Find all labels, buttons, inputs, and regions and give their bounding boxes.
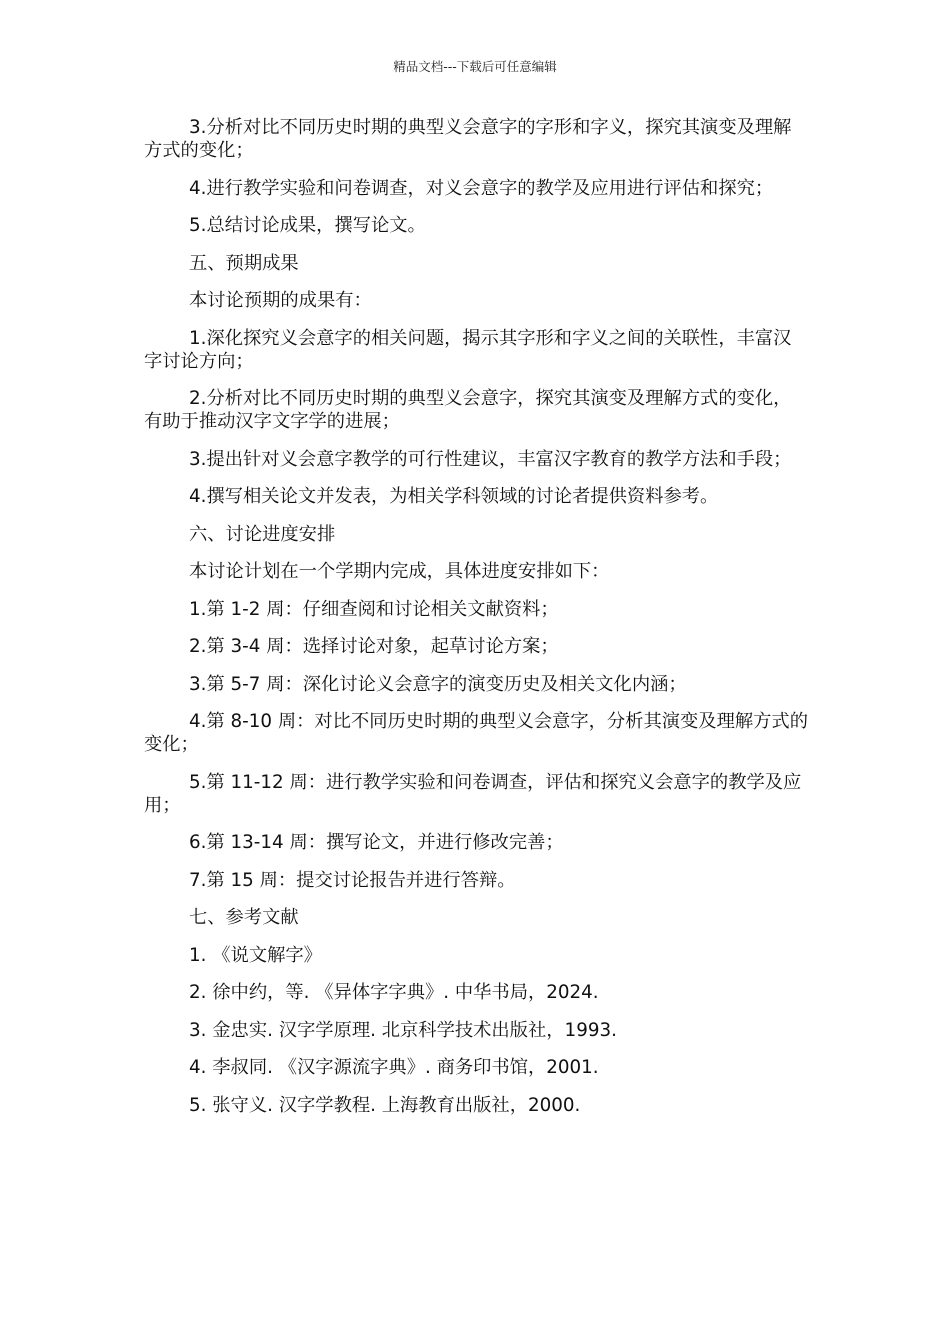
paragraph: 3.分析对比不同历史时期的典型义会意字的字形和字义，探究其演变及理解方式的变化； (144, 117, 792, 161)
paragraph: 5.第 11-12 周：进行教学实验和问卷调查，评估和探究义会意字的教学及应用； (144, 771, 802, 816)
paragraph: 2.分析对比不同历史时期的典型义会意字，探究其演变及理解方式的变化，有助于推动汉字文字学的进展； (144, 388, 792, 432)
paragraph: 1.第 1-2 周：仔细查阅和讨论相关文献资料； (189, 598, 559, 620)
paragraph: 3.第 5-7 周：深化讨论义会意字的演变历史及相关文化内涵； (189, 673, 687, 695)
paragraph: 3.提出针对义会意字教学的可行性建议，丰富汉字教育的教学方法和手段； (189, 448, 792, 470)
paragraph: 六、讨论进度安排 (189, 523, 336, 545)
paragraph: 4.进行教学实验和问卷调查，对义会意字的教学及应用进行评估和探究； (189, 177, 774, 199)
paragraph: 4.撰写相关论文并发表，为相关学科领域的讨论者提供资料参考。 (189, 486, 719, 507)
paragraph: 2. 徐中约，等. 《异体字字典》. 中华书局，2024. (189, 982, 599, 1003)
paragraph: 4. 李叔同. 《汉字源流字典》. 商务印书馆，2001. (189, 1057, 599, 1078)
paragraph: 七、参考文献 (189, 907, 299, 928)
page-header: 精品文档---下载后可任意编辑 (393, 59, 557, 74)
paragraph: 5. 张守义. 汉字学教程. 上海教育出版社，2000. (189, 1094, 581, 1116)
paragraph: 5.总结讨论成果，撰写论文。 (189, 215, 426, 236)
paragraph: 本讨论预期的成果有： (189, 290, 372, 311)
paragraph: 4.第 8-10 周：对比不同历史时期的典型义会意字，分析其演变及理解方式的变化； (144, 711, 808, 755)
paragraph: 1.深化探究义会意字的相关问题，揭示其字形和字义之间的关联性，丰富汉字讨论方向； (144, 327, 792, 372)
paragraph: 五、预期成果 (189, 252, 299, 274)
paragraph: 本讨论计划在一个学期内完成，具体进度安排如下： (189, 561, 610, 582)
document-body (144, 116, 808, 1131)
paragraph: 7.第 15 周：提交讨论报告并进行答辩。 (189, 869, 516, 891)
paragraph: 1. 《说文解字》 (189, 944, 322, 966)
paragraph: 6.第 13-14 周：撰写论文，并进行修改完善； (189, 832, 564, 853)
paragraph: 3. 金忠实. 汉字学原理. 北京科学技术出版社，1993. (189, 1019, 617, 1041)
paragraph: 2.第 3-4 周：选择讨论对象，起草讨论方案； (189, 636, 559, 657)
